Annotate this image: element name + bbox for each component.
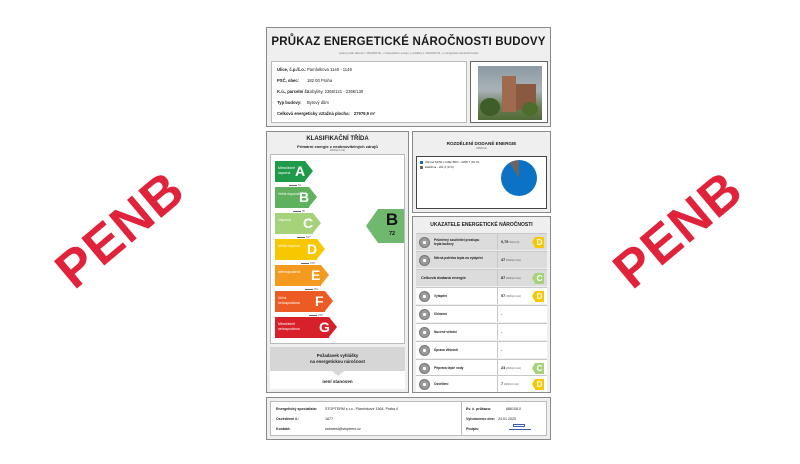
class-bar-f: Velmi nehospodárná F <box>275 291 333 312</box>
threshold-a-b: 54 <box>289 183 301 187</box>
indicator-row-ventilation: Nucené větrání - <box>416 323 547 340</box>
certificate-subtitle: vydaný podle zákona č. 406/2000 Sb., o hospodaření energií, a vyhlášky č. 264/2020 Sb., o energetické náročnosti budov <box>338 52 479 55</box>
indicator-row-heat-demand: Měrná potřeba tepla na vytápění 47kWh/(m².rok) <box>416 251 547 268</box>
class-bar-e: Nehospodárná E <box>275 265 329 286</box>
hot-water-icon <box>419 363 430 374</box>
requirement-value: není stanoven <box>270 371 405 389</box>
specialist-row: Energetický specialista: STOPTERM s.r.o., Plamínkové 1564, Praha 4 <box>276 407 399 411</box>
energy-indicators-panel <box>412 216 551 393</box>
building-info <box>271 61 467 123</box>
classification-panel <box>266 131 409 393</box>
issue-date-row: Vyhotoveno dne: 24.01.2025 <box>466 417 516 421</box>
certificate-footer <box>266 397 551 440</box>
building-photo-frame <box>470 61 548 123</box>
legend-item-electricity: Elektřina - 221,3 (9 %) <box>420 165 454 169</box>
certificate-title: PRŮKAZ ENERGETICKÉ NÁROČNOSTI BUDOVY <box>271 36 546 48</box>
threshold-d-e: 158 <box>301 261 315 265</box>
rating-value: 72 <box>388 231 396 237</box>
indicator-row-total-delivered: Celková dodaná energie 87kWh/(m².rok) C <box>416 269 547 286</box>
cooling-icon <box>419 309 430 320</box>
class-bar-b: Velmi úsporná B <box>275 187 317 208</box>
class-badge-d: D <box>532 379 544 390</box>
threshold-e-f: 201 <box>305 287 319 291</box>
class-bar-d: Méně úsporná D <box>275 239 325 260</box>
class-bar-a: Mimořádně úsporná A <box>275 161 313 182</box>
indicator-row-humidity: Úprava vlhkosti - <box>416 341 547 358</box>
classification-subtitle: Primární energie z neobnovitelných zdrojů <box>297 144 378 149</box>
distribution-title: ROZDĚLENÍ DODANÉ ENERGIE <box>446 141 517 146</box>
distribution-unit: MWh/rok <box>476 147 487 150</box>
info-row-building-type: Typ budovy: Bytový dům <box>277 100 329 105</box>
regulation-requirement: Požadavek vyhlášky na energetickou náročnost není stanoven <box>270 347 405 389</box>
pie <box>501 160 537 196</box>
threshold-b-c: 90 <box>293 209 305 213</box>
registration-number-row: Ev. č. průkazu: 686108.0 <box>466 407 521 411</box>
info-row-postcode: PSČ, obec: 182 00 Praha <box>277 78 333 83</box>
energy-certificate-document <box>266 27 551 440</box>
fan-icon <box>419 327 430 338</box>
signature-stamp <box>509 424 531 432</box>
indicator-row-hot-water: Příprava teplé vody 23kWh/(m².rok) C <box>416 359 547 376</box>
info-row-cadastre: K.ú., parcelní č.:Kobylisy, 2366/121 - 2366/130 <box>277 89 364 94</box>
legend-item-district-heating: Účinná SZTE s OZE>80% - 2208,7 (91 %) <box>420 160 479 164</box>
energy-distribution-panel <box>412 131 551 213</box>
humidity-icon <box>419 345 430 356</box>
building-photo <box>478 66 542 120</box>
indicator-row-heat-transfer: Průměrný součinitel prostupu tepla budovy 0,75W/(m².K) D <box>416 233 547 250</box>
radiator-icon <box>419 255 430 266</box>
certificate-header <box>266 27 551 127</box>
contact-row: Kontakt: zaharesi@stopterm.cz <box>276 427 361 431</box>
distribution-pie-chart <box>416 156 547 209</box>
classification-title: KLASIFIKAČNÍ TŘÍDA <box>306 136 369 142</box>
penb-stamp-right: PENB <box>602 160 754 300</box>
class-bar-c: Úsporná C <box>275 213 321 234</box>
indicators-title: UKAZATELE ENERGETICKÉ NÁROČNOSTI <box>430 222 533 228</box>
building-rating-arrow <box>366 209 404 243</box>
certificate-number-row: Osvědčení č.: 1877 <box>276 417 333 421</box>
indicator-row-heating: Vytápění 57kWh/(m².rok) D <box>416 287 547 304</box>
indicator-row-cooling: Chlazení - <box>416 305 547 322</box>
penb-stamp-left: PENB <box>44 160 196 300</box>
class-badge-c: C <box>532 363 544 374</box>
down-arrow-icon <box>332 371 344 376</box>
class-badge-d: D <box>532 291 544 302</box>
class-badge-d: D <box>532 237 544 248</box>
class-bar-g: Mimořádně nehospodárná G <box>275 317 337 338</box>
lighting-icon <box>419 379 430 390</box>
rating-letter: B <box>385 210 399 229</box>
info-row-address: Ulice, č.p./č.o.:Pamfulkova 1140 - 1149 <box>277 67 352 72</box>
indicator-row-lighting: Osvětlení 7kWh/(m².rok) D <box>416 375 547 392</box>
classification-unit: kWh/(m².rok) <box>330 149 345 152</box>
class-badge-c: C <box>532 273 544 284</box>
building-icon <box>419 237 430 248</box>
heating-icon <box>419 291 430 302</box>
signature-row: Podpis: <box>466 427 480 431</box>
threshold-f-g: 248 <box>309 313 323 317</box>
threshold-c-d: 107 <box>297 235 311 239</box>
energy-class-scale <box>270 154 405 344</box>
info-row-floor-area: Celková energeticky vztažná plocha: 27979,9 m² <box>277 111 376 116</box>
